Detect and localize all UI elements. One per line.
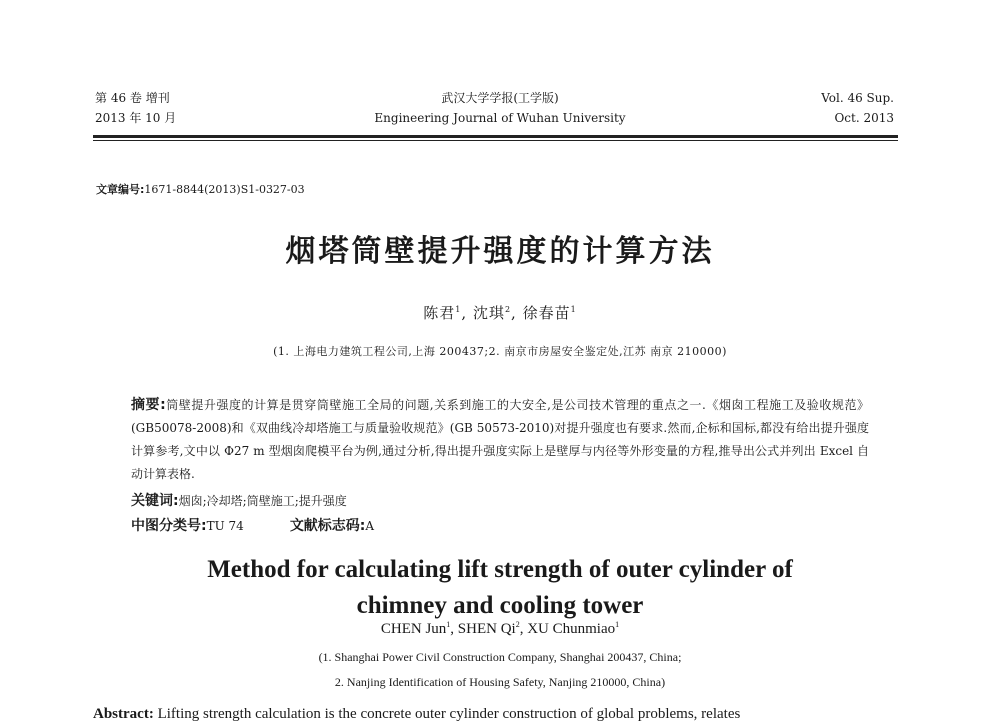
keywords-label: 关键词: xyxy=(131,493,179,509)
journal-issue-en xyxy=(821,88,894,128)
author-zh: 徐春苗 xyxy=(522,304,571,322)
paper-title-en xyxy=(0,552,1000,624)
abstract-zh-text: 筒壁提升强度的计算是贯穿筒壁施工全局的问题,关系到施工的大安全,是公司技术管理的重点之一.《烟囱工程施工及验收规范》(GB50078-2008)和《双曲线冷却塔施工与质量验收规范》(GB 50573-2010)对提升强度也有要求.然而,企标和国标,都没有给出提升强度计算参考,文中以 Φ27 m 型烟囱爬模平台为例,通过分析,得出提升强度实际上是壁厚与内径等外形变量的方程,推导出公式并列出 Excel 自动计算表格. xyxy=(131,398,869,481)
author-separator: , xyxy=(511,304,523,322)
author-zh: 陈君 xyxy=(423,304,456,322)
paper-title-en-line1: Method for calculating lift strength of outer cylinder of xyxy=(207,556,793,583)
author-zh: 沈琪 xyxy=(472,304,505,322)
author-separator: , xyxy=(519,621,528,637)
abstract-zh xyxy=(131,394,869,486)
article-number xyxy=(96,181,305,197)
doc-code-value: A xyxy=(365,519,375,533)
keywords-zh xyxy=(131,490,347,510)
journal-name-zh: 武汉大学学报(工学版) xyxy=(441,91,559,105)
affiliation-en-line2: 2. Nanjing Identification of Housing Safety, Nanjing 210000, China) xyxy=(334,675,666,689)
keywords-text: 烟囱;冷却塔;筒壁施工;提升强度 xyxy=(178,494,347,508)
affiliation-en-line1: (1. Shanghai Power Civil Construction Company, Shanghai 200437, China; xyxy=(318,650,682,664)
volume-en: Vol. 46 Sup. xyxy=(821,91,894,105)
author-separator: , xyxy=(450,621,458,637)
author-affil-mark: 2 xyxy=(504,305,512,314)
article-number-label: 文章编号: xyxy=(96,183,145,196)
author-affil-mark: 1 xyxy=(446,620,451,629)
date-zh: 2013 年 10 月 xyxy=(95,111,177,125)
authors-en xyxy=(0,620,1000,638)
author-affil-mark: 2 xyxy=(515,620,520,629)
paper-title-en-line2: chimney and cooling tower xyxy=(356,592,644,619)
author-en: SHEN Qi xyxy=(457,621,516,637)
author-en: XU Chunmiao xyxy=(527,621,616,637)
authors-zh xyxy=(0,302,1000,323)
author-separator: , xyxy=(461,304,473,322)
header-rule-thick xyxy=(93,135,898,138)
abstract-en-label: Abstract: xyxy=(93,706,154,722)
volume-zh: 第 46 卷 增刊 xyxy=(95,91,170,105)
abstract-zh-label: 摘要: xyxy=(131,397,166,413)
date-en: Oct. 2013 xyxy=(834,111,894,125)
clc-value: TU 74 xyxy=(206,519,244,533)
classification-line xyxy=(131,515,374,535)
abstract-en-text: Lifting strength calculation is the concrete outer cylinder construction of global problems, relates xyxy=(157,706,741,722)
author-affil-mark: 1 xyxy=(615,620,620,629)
paper-title-zh: 烟塔筒壁提升强度的计算方法 xyxy=(285,234,715,269)
doc-code-label: 文献标志码: xyxy=(289,518,366,534)
header-rule-thin xyxy=(93,140,898,141)
clc-label: 中图分类号: xyxy=(131,518,207,534)
author-affil-mark: 1 xyxy=(570,305,577,314)
journal-name-en: Engineering Journal of Wuhan University xyxy=(374,111,626,125)
author-affil-mark: 1 xyxy=(455,305,462,314)
author-en: CHEN Jun xyxy=(380,621,447,637)
abstract-en xyxy=(93,706,903,723)
article-number-value: 1671-8844(2013)S1-0327-03 xyxy=(144,183,305,196)
affiliation-zh: (1. 上海电力建筑工程公司,上海 200437;2. 南京市房屋安全鉴定处,江苏 南京 210000) xyxy=(273,345,727,358)
